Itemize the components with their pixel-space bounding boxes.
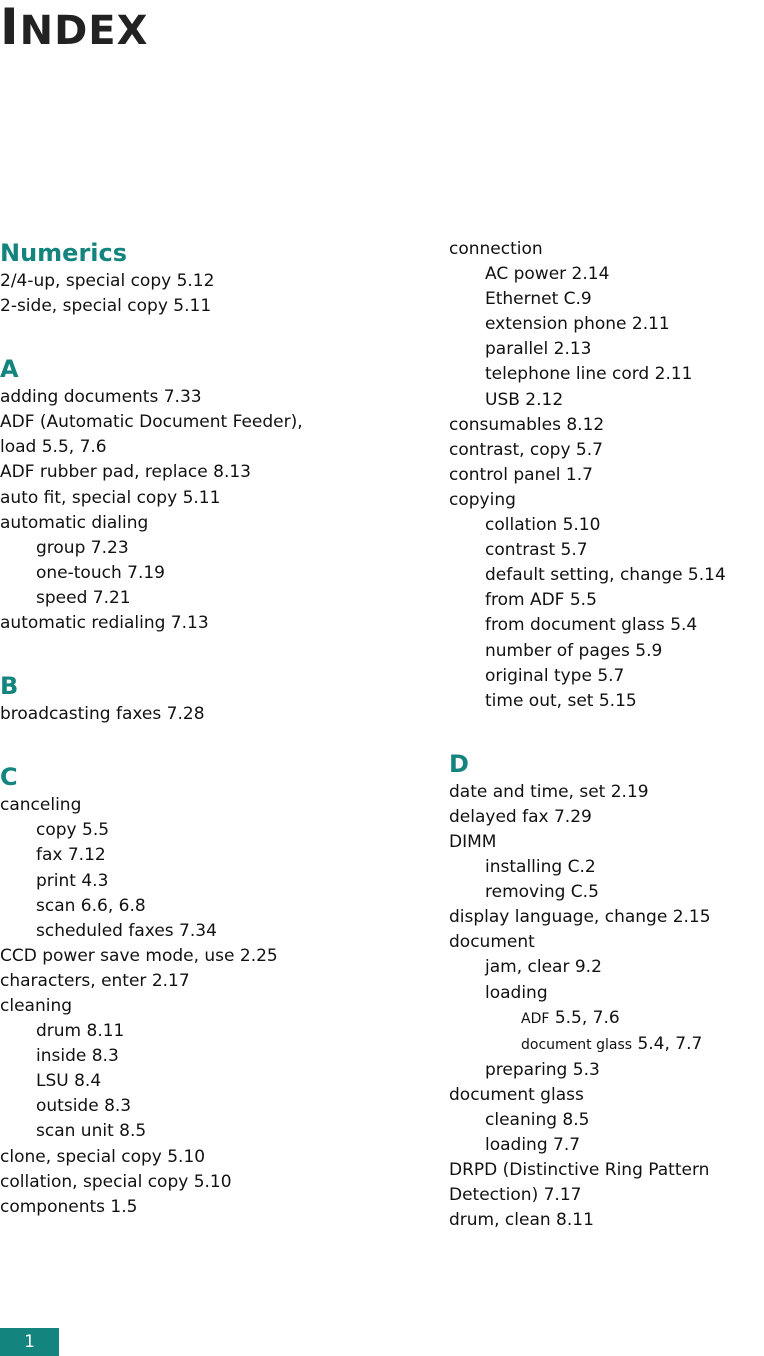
section-heading-numerics: Numerics <box>0 239 128 267</box>
index-subentry: inside 8.3 <box>36 1046 119 1067</box>
index-column-left <box>0 237 440 1220</box>
index-subentry: original type 5.7 <box>485 665 625 686</box>
index-subentry: parallel 2.13 <box>485 339 592 360</box>
index-subentry: collation 5.10 <box>485 515 601 536</box>
page-number-tab <box>0 1328 59 1356</box>
index-subentry: cleaning 8.5 <box>485 1110 590 1130</box>
index-subentry: USB 2.12 <box>485 389 564 410</box>
index-entry: drum, clean 8.11 <box>449 1210 594 1231</box>
index-subentry: removing C.5 <box>485 882 599 903</box>
index-subentry: time out, set 5.15 <box>485 690 637 711</box>
index-subentry: AC power 2.14 <box>485 264 610 285</box>
index-entry: 2/4-up, special copy 5.12 <box>0 271 215 291</box>
index-subsubentry <box>449 1032 764 1058</box>
index-subentry: telephone line cord 2.11 <box>485 364 693 385</box>
index-subentry: LSU 8.4 <box>36 1071 102 1092</box>
index-entry: ADF rubber pad, replace 8.13 <box>0 462 251 483</box>
index-term: ADF <box>521 1010 550 1027</box>
index-entry: document <box>449 932 535 953</box>
section-heading-c: C <box>0 763 18 792</box>
index-entry: automatic dialing <box>0 512 149 533</box>
index-entry: 2-side, special copy 5.11 <box>0 296 212 317</box>
index-entry: DRPD (Distinctive Ring Pattern <box>449 1160 710 1181</box>
index-entry: Detection) 7.17 <box>449 1185 582 1206</box>
section-heading-d: D <box>449 749 469 778</box>
section-heading-a: A <box>0 355 19 384</box>
index-subentry: number of pages 5.9 <box>485 640 663 661</box>
index-term: document glass <box>521 1036 633 1053</box>
index-entry: canceling <box>0 795 82 816</box>
index-subentry: one-touch 7.19 <box>36 562 165 583</box>
section-heading-b: B <box>0 672 19 701</box>
title-initial: I <box>0 0 20 56</box>
index-subentry: group 7.23 <box>36 537 129 558</box>
index-entry: date and time, set 2.19 <box>449 781 649 802</box>
index-entry: consumables 8.12 <box>449 414 605 435</box>
index-entry: display language, change 2.15 <box>449 907 711 928</box>
index-entry: components 1.5 <box>0 1196 138 1217</box>
index-subentry: default setting, change 5.14 <box>485 565 726 586</box>
index-entry: ADF (Automatic Document Feeder), <box>0 412 303 433</box>
index-subentry: drum 8.11 <box>36 1021 125 1042</box>
index-entry: broadcasting faxes 7.28 <box>0 704 205 725</box>
index-subentry: extension phone 2.11 <box>485 314 670 335</box>
index-column-right <box>449 237 764 1233</box>
index-entry: CCD power save mode, use 2.25 <box>0 945 278 966</box>
index-subentry: scan unit 8.5 <box>36 1121 147 1142</box>
index-subentry: fax 7.12 <box>36 845 106 866</box>
index-subentry: loading 7.7 <box>485 1135 581 1156</box>
index-subentry: scheduled faxes 7.34 <box>36 920 217 941</box>
index-subentry: scan 6.6, 6.8 <box>36 895 146 916</box>
index-subsubentry <box>449 1006 764 1032</box>
index-subentry: copy 5.5 <box>36 820 110 841</box>
index-entry: contrast, copy 5.7 <box>449 439 603 460</box>
index-subentry: Ethernet C.9 <box>485 289 592 310</box>
index-subentry: contrast 5.7 <box>485 540 588 561</box>
title-rest: NDEX <box>19 8 149 54</box>
index-pages: 5.4, 7.7 <box>637 1033 703 1054</box>
index-subentry: jam, clear 9.2 <box>485 957 602 978</box>
index-entry: collation, special copy 5.10 <box>0 1171 232 1192</box>
index-entry: copying <box>449 489 516 510</box>
index-entry: DIMM <box>449 831 497 852</box>
index-entry: connection <box>449 239 543 259</box>
index-subentry: loading <box>485 982 548 1003</box>
page-title <box>0 0 149 56</box>
index-entry: clone, special copy 5.10 <box>0 1146 206 1167</box>
index-subentry: preparing 5.3 <box>485 1059 600 1080</box>
index-entry: automatic redialing 7.13 <box>0 613 209 634</box>
index-subentry: from ADF 5.5 <box>485 590 597 611</box>
index-subentry: outside 8.3 <box>36 1096 132 1117</box>
index-entry: adding documents 7.33 <box>0 387 202 408</box>
index-entry: auto fit, special copy 5.11 <box>0 487 221 508</box>
index-entry: control panel 1.7 <box>449 464 593 485</box>
index-pages: 5.5, 7.6 <box>554 1007 620 1028</box>
index-entry: characters, enter 2.17 <box>0 970 190 991</box>
index-subentry: installing C.2 <box>485 857 596 878</box>
index-subentry: speed 7.21 <box>36 587 131 608</box>
index-entry: delayed fax 7.29 <box>449 806 592 827</box>
page-number: 1 <box>24 1332 35 1352</box>
index-entry: document glass <box>449 1084 584 1105</box>
index-subentry: print 4.3 <box>36 870 109 891</box>
index-entry: cleaning <box>0 995 73 1016</box>
index-subentry: from document glass 5.4 <box>485 615 698 636</box>
index-entry: load 5.5, 7.6 <box>0 437 107 458</box>
